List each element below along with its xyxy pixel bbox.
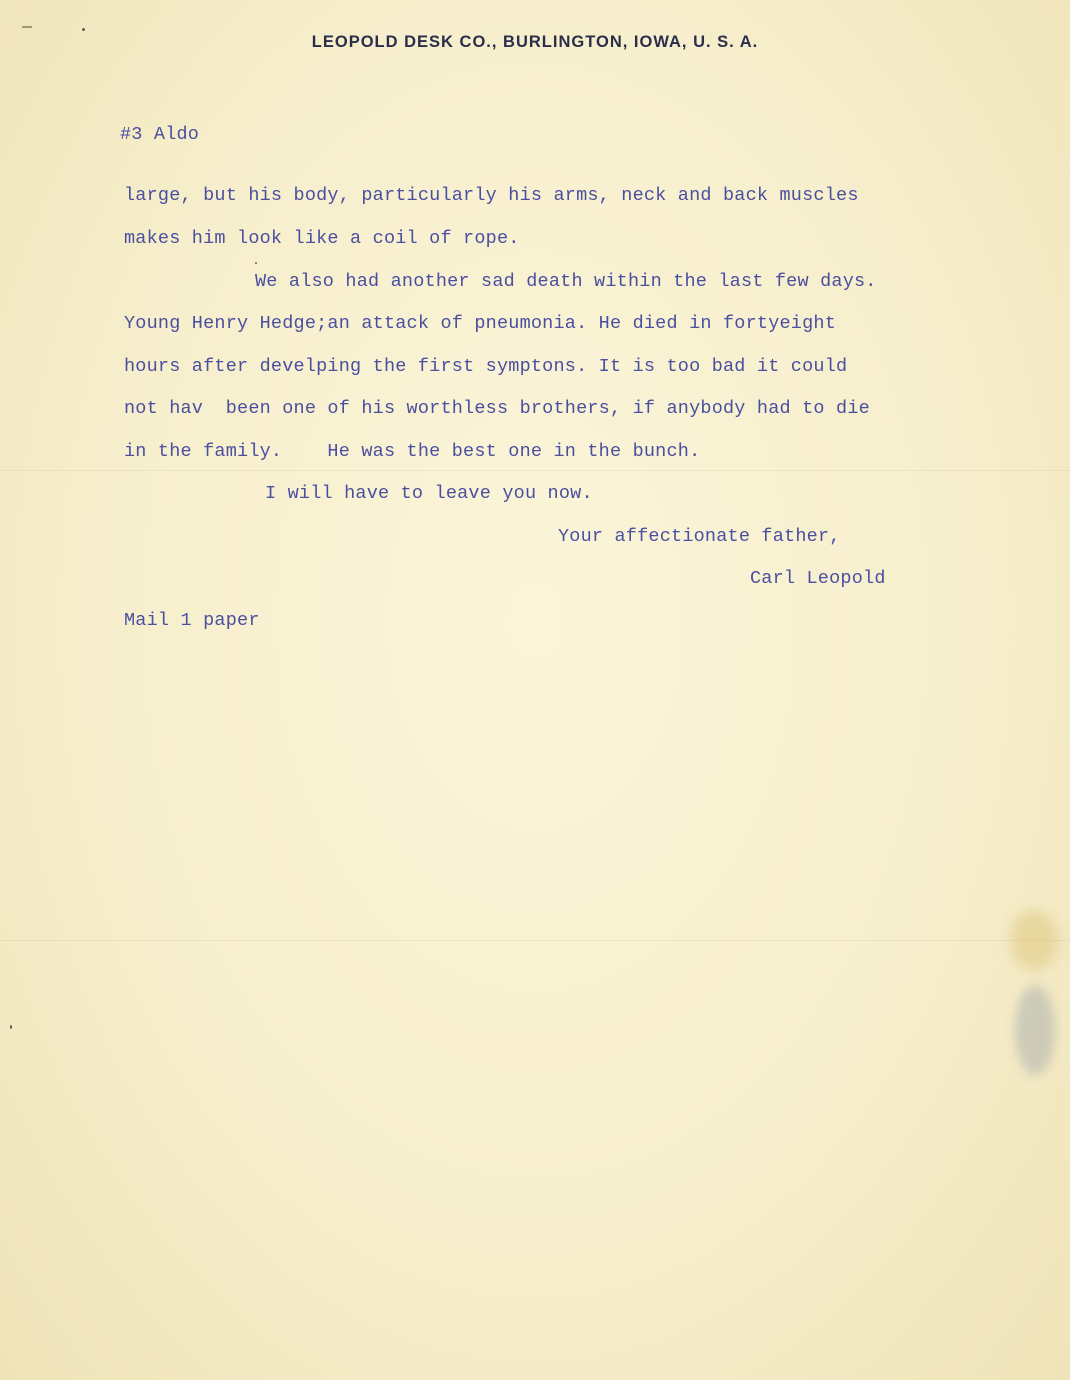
paper-fold-line — [0, 940, 1070, 941]
body-line: in the family. He was the best one in the bunch. — [124, 441, 701, 462]
paper-speck — [82, 28, 85, 31]
paper-stain — [1010, 910, 1058, 970]
body-line: makes him look like a coil of rope. — [124, 228, 520, 249]
paper-speck — [255, 262, 257, 264]
postscript: Mail 1 paper — [124, 610, 260, 631]
paper-mark — [22, 26, 32, 28]
body-line: hours after develping the first symptons. It is too bad it could — [124, 356, 848, 377]
body-line: Young Henry Hedge;an attack of pneumonia. He died in fortyeight — [124, 313, 837, 334]
ink-smudge — [1015, 985, 1055, 1075]
body-line: I will have to leave you now. — [265, 483, 593, 504]
signature: Carl Leopold — [750, 568, 886, 589]
paper-fold-line — [0, 470, 1070, 471]
body-line: We also had another sad death within the last few days. — [255, 271, 877, 292]
paper-speck — [10, 1025, 12, 1029]
letterhead: LEOPOLD DESK CO., BURLINGTON, IOWA, U. S. A. — [311, 33, 759, 51]
body-line: large, but his body, particularly his arms, neck and back muscles — [124, 185, 859, 206]
closing: Your affectionate father, — [558, 526, 841, 547]
page-label: #3 Aldo — [120, 124, 200, 145]
body-line: not hav been one of his worthless brothers, if anybody had to die — [124, 398, 870, 419]
